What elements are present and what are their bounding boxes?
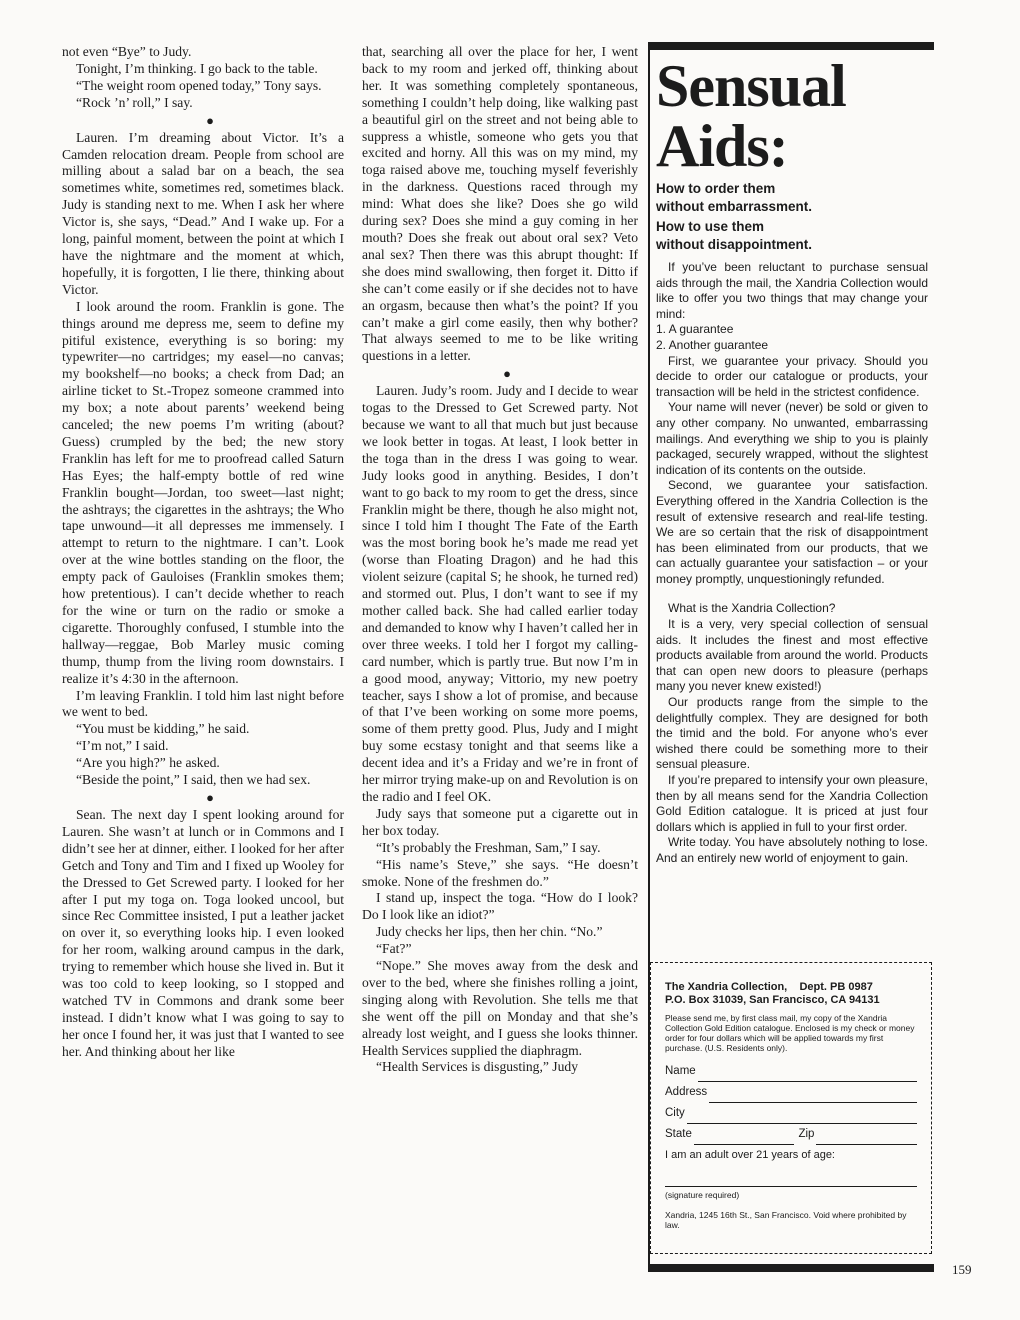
story-paragraph: “The weight room opened today,” Tony says. [76, 77, 322, 93]
coupon-request-text: Please send me, by first class mail, my copy of the Xandria Collection Gold Edition catalogue. Enclosed is my check or money order for four dollars which will be applied towards my first purchase. (U.S. Residents only). [665, 1013, 915, 1053]
ad-paragraph: First, we guarantee your privacy. Should you decide to order our catalogue or products, your transaction will be held in the strictest confidence. [656, 353, 928, 399]
signature-caption: (signature required) [665, 1190, 740, 1200]
ad-top-rule [648, 42, 934, 50]
ad-paragraph: If you’ve been reluctant to purchase sensual aids through the mail, the Xandria Collection would like to offer you two things that may change your mind: [656, 260, 928, 321]
story-paragraph: “You must be kidding,” he said. [76, 721, 250, 737]
address-label: Address [665, 1086, 708, 1098]
coupon-footer: Xandria, 1245 16th St., San Francisco. Void where prohibited by law. [665, 1210, 907, 1230]
story-paragraph: Judy says that someone put a cigarette out in her box today. [362, 805, 638, 838]
ad-paragraph: It is a very, very special collection of sensual aids. It includes the finest and most effective products available from around the world. Products that can open new doors to pleasure (perhaps many you never knew existed!) [656, 617, 928, 694]
section-break-dot: ● [206, 789, 214, 805]
coupon-address-field[interactable] [665, 1082, 917, 1103]
story-paragraph: not even “Bye” to Judy. [62, 44, 192, 59]
ad-subhead-1: How to order them [656, 181, 776, 196]
story-paragraph: I look around the room. Franklin is gone. The things around me depress me, seem to define my pitiful existence, everything is so boring: my typewriter—no cartridges; my easel—no canvas; my bookshelf—no books; a check from Dad; an airline ticket to St.-Tropez someone crammed into my box; a note about parents’ weekend being canceled; the new poems I’m writing (about? Guess) crumpled by the bed; the new story Franklin has left for me to proofread called Saturn Has Eyes; the half-empty bottle of red wine Franklin bought—Jordan, too sweet—last night; the ashtrays; the cigarettes in the ashtrays; the Who tape unwound—it all depresses me immensely. I attempt to return to the nightmare. I can’t. Look over at the wine bottles standing on the floor, the empty pack of Gauloises (Franklin smokes them; how pretentious). I can’t decide whether to reach for the wine or turn on the radio or smoke a cigarette. Thoroughly confused, I stumble into the hallway—reggae, Bob Marley music coming thump, thump from the living room downstairs. I realize it’s 4:30 in the afternoon. [62, 298, 344, 686]
page-number: 159 [952, 1262, 972, 1277]
ad-paragraph: 2. Another guarantee [656, 337, 769, 352]
order-coupon [650, 962, 932, 1254]
story-paragraph: “Beside the point,” I said, then we had sex. [76, 772, 311, 788]
story-paragraph: I’m leaving Franklin. I told him last night before we went to bed. [62, 687, 344, 720]
story-paragraph: I stand up, inspect the toga. “How do I look? Do I look like an idiot?” [362, 890, 638, 923]
story-paragraph: “It’s probably the Freshman, Sam,” I say. [376, 839, 601, 855]
ad-paragraph: Your name will never (never) be sold or given to any other company. No unwanted, embarrassing mailings. And everything we ship to you is plainly packaged, securely wrapped, without the slightest indication of its contents on the outside. [656, 400, 928, 477]
ad-paragraph: Second, we guarantee your satisfaction. Everything offered in the Xandria Collection is the result of extensive research and real-life testing. We are so certain that the risk of disappointment has been eliminated from our products, that we can actually guarantee your satisfaction – or your money promptly, unquestioningly refunded. [656, 478, 928, 586]
story-paragraph: Sean. The next day I spent looking around for Lauren. She wasn’t at lunch or in Commons and I didn’t see her at dinner, either. I looked for her after Getch and Tony and Tim and I fixed up Wooley for the Dressed to Get Screwed party. I looked for her after I put my toga on. Toga looked uncool, but since Rec Committee insisted, I put a leather jacket on over it, so everything looks hip. I even looked for her room, walking around campus in the dark, trying to remember which house she lived in. But it was too cold to keep looking, so I stopped and watched TV in Commons and drank some beer instead. I didn’t know what I was going to say to her once I found her, it was just that I wanted to see her. And thinking about her like [62, 806, 344, 1059]
coupon-address-line-1: The Xandria Collection, Dept. PB 0987 [665, 981, 873, 993]
story-column-2 [362, 44, 638, 1076]
ad-subhead-2: without embarrassment. [656, 199, 813, 214]
signature-line[interactable] [665, 1174, 917, 1187]
story-paragraph: “His name’s Steve,” she says. “He doesn’t smoke. None of the freshmen do.” [362, 856, 638, 889]
adult-statement: I am an adult over 21 years of age: [665, 1149, 835, 1161]
name-label: Name [665, 1065, 696, 1077]
coupon-city-field[interactable] [665, 1103, 917, 1124]
story-paragraph: “Are you high?” he asked. [76, 755, 220, 771]
story-paragraph: “Rock ’n’ roll,” I say. [76, 94, 193, 110]
story-paragraph: Judy checks her lips, then her chin. “No.” [376, 924, 603, 940]
story-paragraph: that, searching all over the place for her, I went back to my room and jerked off, thinking about her. It was something completely spontaneous, something I couldn’t help doing, like walking past a beautiful girl on the street and not being able to suppress a whistle, someone who gets you that excited and horny. All this was on my mind, my toga raised above me, touching myself feverishly in the darkness. Questions raced through my mind: What does she like? Does she go wild during sex? Does she mind a guy coming in her mouth? Does she freak out about oral sex? Veto anal sex? Then there was this abrupt thought: If she does mind swallowing, then forget it. Ditto if she can’t come easily or if she decides not to have an orgasm, because then what’s the point? If you can’t make a girl come easily, then why bother? That always seemed to me to be like writing questions in a letter. [362, 44, 638, 364]
state-label: State [665, 1128, 692, 1140]
ad-paragraph: If you’re prepared to intensify your own pleasure, then by all means send for the Xandria Collection Gold Edition catalogue. It is priced at just four dollars which is applied in full to your first order. [656, 773, 928, 834]
ad-paragraph: What is the Xandria Collection? [668, 601, 836, 616]
city-label: City [665, 1107, 685, 1119]
section-break-dot: ● [206, 112, 214, 128]
story-paragraph: “Fat?” [376, 941, 412, 957]
ad-bottom-rule [648, 1264, 934, 1272]
ad-paragraph: Write today. You have absolutely nothing to lose. And an entirely new world of enjoyment to gain. [656, 835, 928, 865]
coupon-address-line-2: P.O. Box 31039, San Francisco, CA 94131 [665, 994, 880, 1006]
ad-subhead-4: without disappointment. [656, 237, 812, 252]
zip-label: Zip [798, 1128, 815, 1140]
coupon-name-field[interactable] [665, 1061, 917, 1082]
xandria-advertisement [648, 42, 934, 1272]
ad-subhead-3: How to use them [656, 219, 765, 234]
story-paragraph: Lauren. I’m dreaming about Victor. It’s a Camden relocation dream. People from school are milling about a salad bar on a beach, the sea sometimes white, sometimes red, sometimes black. Judy is standing next to me. When I ask her where Victor is, she says, “Dead.” And I wake up. For a long, painful moment, between the point at which I have the nightmare and the moment at which, hopefully, it is forgotten, I lie there, thinking about Victor. [62, 129, 344, 297]
story-paragraph: Tonight, I’m thinking. I go back to the table. [76, 60, 318, 76]
ad-headline-line-1: Sensual [656, 53, 846, 119]
ad-paragraph: Our products range from the simple to the delightfully complex. They are designed for both the timid and the bold. For anyone who’s ever wished there could be something more to their sensual pleasure. [656, 695, 928, 772]
story-paragraph: “Health Services is disgusting,” Judy [376, 1059, 578, 1075]
story-column-1 [62, 44, 344, 1061]
story-paragraph: Lauren. Judy’s room. Judy and I decide to wear togas to the Dressed to Get Screwed party. Not because we want to all that much but just because we look better in togas. At least, I look better in the toga than in the dress I was going to wear. Judy looks good in anything. Besides, I don’t want to go back to my room to get the dress, since Franklin might be there, though he also might not, since I told him I thought The Fate of the Earth was the most boring book he’s made me read yet (worse than Floating Dragon) and he had this violent seizure (capital S; he shook, he turned red) and stormed out. Plus, I don’t want to see if my mother called back. She had called earlier today and demanded to know why I haven’t called her in over three weeks. I told her I forgot my calling-card number, which is partly true. But now I’m in a good mood, anyway; Vittorio, my new poetry teacher, says I show a lot of promise, and because of that I’ve been working on some more poems, some of them pretty good. Plus, Judy and I might buy some ecstasy tonight and that seems like a decent idea and it’s a Friday and we’re in front of her mirror trying make-up on and Revolution is on the radio and I feel OK. [362, 383, 638, 804]
ad-body-copy [656, 260, 928, 867]
ad-paragraph: 1. A guarantee [656, 322, 734, 337]
section-break-dot: ● [503, 366, 511, 382]
coupon-state-zip-field[interactable] [665, 1124, 917, 1145]
story-paragraph: “I’m not,” I said. [76, 738, 169, 754]
ad-headline-line-2: Aids: [656, 113, 788, 179]
story-paragraph: “Nope.” She moves away from the desk and over to the bed, where she finishes rolling a joint, singing along with Revolution. She tells me that she went off the pill on Monday and that she’s already lost weight, and I guess she looks thinner. Health Services supplied the diaphragm. [362, 958, 638, 1058]
